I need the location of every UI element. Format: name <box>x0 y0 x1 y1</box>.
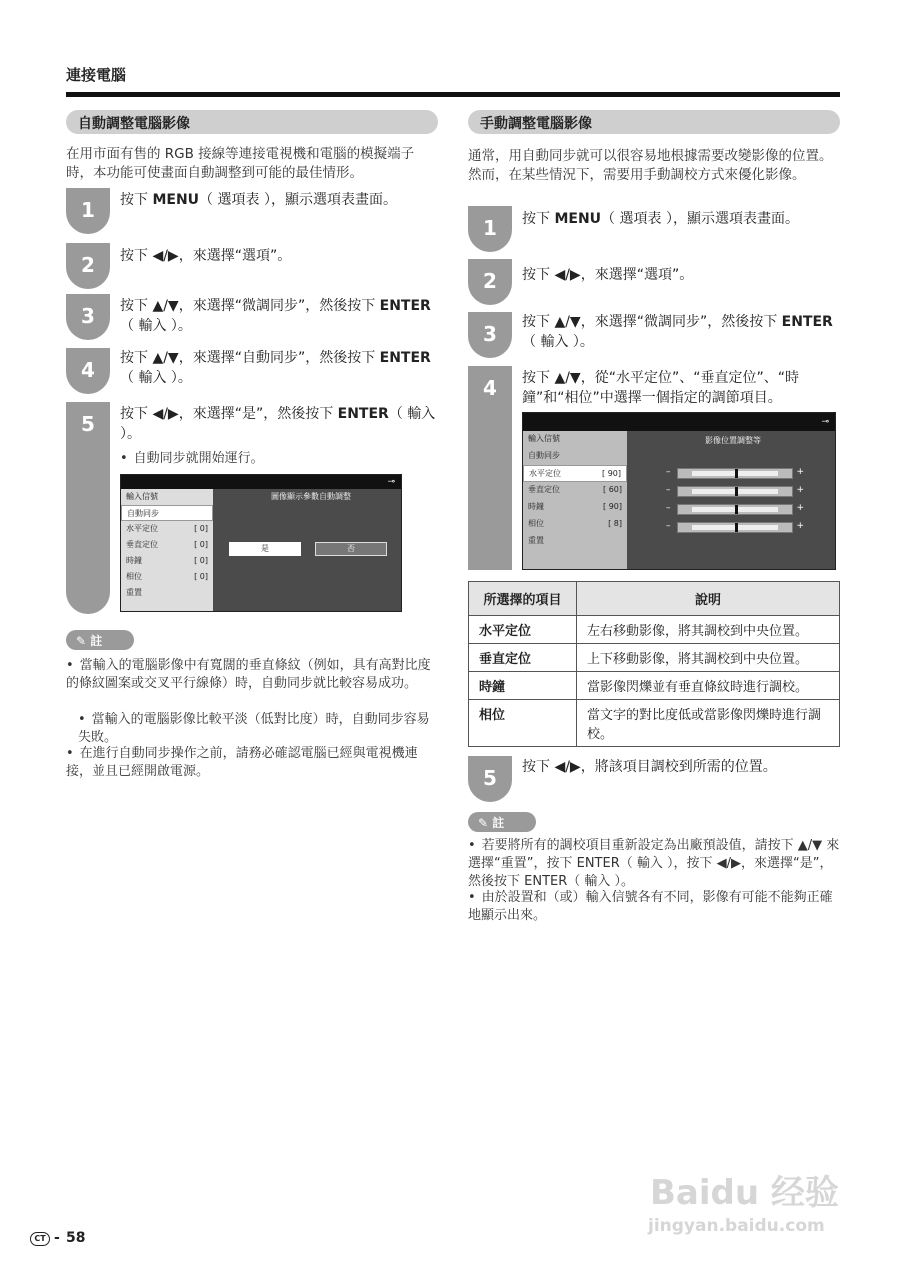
watermark-url: jingyan.baidu.com <box>648 1216 825 1236</box>
step-text: 按下 ▲/▼，來選擇“微調同步”，然後按下 ENTER（ 輸入 ）。 <box>120 298 431 334</box>
slider-phase[interactable]: – + <box>666 521 804 531</box>
slider-clock[interactable]: – + <box>666 503 804 513</box>
table-row: 垂直定位 上下移動影像，將其調校到中央位置。 <box>469 644 840 672</box>
step-text: 按下 ◀/▶，來選擇“是”，然後按下 ENTER（ 輸入 ）。 <box>120 406 436 442</box>
items-table <box>468 581 840 747</box>
osd-panel-title: 圖像顯示參數自動調整 <box>271 492 351 501</box>
slider-vertical-position[interactable]: – + <box>666 485 804 495</box>
step-tab: 4 <box>66 348 110 394</box>
osd-menu-item: 垂直定位 [ 60] <box>528 485 622 494</box>
osd-menu-item: 水平定位 [ 0] <box>126 524 208 533</box>
step-tab: 4 <box>468 366 512 570</box>
step-tab: 1 <box>66 188 110 234</box>
note-item: • 由於設置和（或）輸入信號各有不同，影像有可能不能夠正確地顯示出來。 <box>468 889 840 925</box>
watermark-logo: Baidu 经验 <box>650 1173 839 1213</box>
table-header: 說明 <box>577 582 840 616</box>
osd-auto-sync <box>120 474 402 612</box>
page-number-dash: - <box>54 1230 60 1246</box>
intro-auto: 在用市面有售的 RGB 接線等連接電視機和電腦的模擬端子時，本功能可使畫面自動調整到可能的最佳情形。 <box>66 146 415 181</box>
page-title: 連接電腦 <box>66 66 127 84</box>
note-label: ✎ 註 <box>66 630 134 650</box>
step-tab: 5 <box>66 402 110 614</box>
step-tab: 2 <box>468 259 512 305</box>
note-item: • 在進行自動同步操作之前，請務必確認電腦已經與電視機連接，並且已經開啟電源。 <box>66 745 438 781</box>
osd-menu-item: 重置 <box>528 536 544 545</box>
slider-horizontal-position[interactable]: – + <box>666 467 804 477</box>
note-item: • 若要將所有的調校項目重新設定為出廠預設值，請按下 ▲/▼ 來選擇“重置”，按下 ENTER（ 輸入 ），按下 ◀/▶，來選擇“是”，然後按下 ENTER（ 輸入 ）。 <box>468 837 840 891</box>
osd-menu-item: 時鐘 [ 0] <box>126 556 208 565</box>
osd-menu-item: 自動同步 <box>121 505 213 521</box>
note-label: ✎ 註 <box>468 812 536 832</box>
yes-button[interactable]: 是 <box>229 542 301 556</box>
slider-panel <box>631 431 837 571</box>
paperclip-icon: ✎ <box>76 634 87 648</box>
header-rule <box>66 92 840 97</box>
osd-menu-item: 自動同步 <box>528 451 560 460</box>
language-badge: CT <box>30 1232 50 1246</box>
paperclip-icon: ✎ <box>478 816 489 830</box>
osd-menu-item: 相位 [ 0] <box>126 572 208 581</box>
osd-manual-adjust <box>522 412 836 570</box>
step-text: 按下 MENU（ 選項表 ），顯示選項表畫面。 <box>120 192 397 208</box>
step-text: 按下 ◀/▶，來選擇“選項”。 <box>522 267 694 283</box>
osd-menu-item: 垂直定位 [ 0] <box>126 540 208 549</box>
osd-menu-item: 重置 <box>126 588 142 597</box>
osd-menu-item: 時鐘 [ 90] <box>528 502 622 511</box>
slider-knob <box>735 523 738 532</box>
page-number: 58 <box>66 1230 86 1246</box>
step-tab: 3 <box>66 294 110 340</box>
section-heading-manual: 手動調整電腦影像 <box>468 110 840 134</box>
step5-bullet: • 自動同步就開始運行。 <box>120 450 420 468</box>
table-row: 時鐘 當影像閃爍並有垂直條紋時進行調校。 <box>469 672 840 700</box>
slider-knob <box>735 487 738 496</box>
table-row: 相位 當文字的對比度低或當影像閃爍時進行調校。 <box>469 700 840 747</box>
key-icon: ⊸ <box>387 477 395 487</box>
step-text: 按下 ▲/▼，來選擇“自動同步”，然後按下 ENTER（ 輸入 ）。 <box>120 350 431 386</box>
no-button[interactable]: 否 <box>315 542 387 556</box>
intro-manual: 通常，用自動同步就可以很容易地根據需要改變影像的位置。然而，在某些情況下，需要用手動調校方式來優化影像。 <box>468 148 833 183</box>
section-heading-auto: 自動調整電腦影像 <box>66 110 438 134</box>
table-row: 水平定位 左右移動影像，將其調校到中央位置。 <box>469 616 840 644</box>
step-tab: 1 <box>468 206 512 252</box>
slider-knob <box>735 505 738 514</box>
step-text: 按下 ▲/▼，從“水平定位”、“垂直定位”、“時鐘”和“相位”中選擇一個指定的調節項目。 <box>522 370 799 406</box>
step-text: 按下 ▲/▼，來選擇“微調同步”，然後按下 ENTER（ 輸入 ）。 <box>522 314 833 350</box>
step-text: 按下 MENU（ 選項表 ），顯示選項表畫面。 <box>522 211 799 227</box>
step-tab: 5 <box>468 756 512 802</box>
step-text: 按下 ◀/▶，來選擇“選項”。 <box>120 248 292 264</box>
key-icon: ⊸ <box>821 417 829 427</box>
note-item-continued: • 當輸入的電腦影像比較平淡（低對比度）時，自動同步容易失敗。 <box>66 711 438 747</box>
step-text: 按下 ◀/▶，將該項目調校到所需的位置。 <box>522 759 777 775</box>
step-tab: 3 <box>468 312 512 358</box>
osd-menu-item: 輸入信號 <box>126 492 158 501</box>
osd-menu <box>523 431 627 569</box>
osd-menu-item: 相位 [ 8] <box>528 519 622 528</box>
table-header: 所選擇的項目 <box>469 582 577 616</box>
step-tab: 2 <box>66 243 110 289</box>
osd-panel-title: 影像位置調整等 <box>705 436 761 445</box>
slider-knob <box>735 469 738 478</box>
osd-menu <box>121 489 213 611</box>
osd-menu-item: 輸入信號 <box>528 434 560 443</box>
osd-menu-item: 水平定位 [ 90] <box>523 465 627 482</box>
note-item: • 當輸入的電腦影像中有寬闊的垂直條紋（例如，具有高對比度的條紋圖案或交叉平行線條）時，自動同步就比較容易成功。 <box>66 657 438 693</box>
